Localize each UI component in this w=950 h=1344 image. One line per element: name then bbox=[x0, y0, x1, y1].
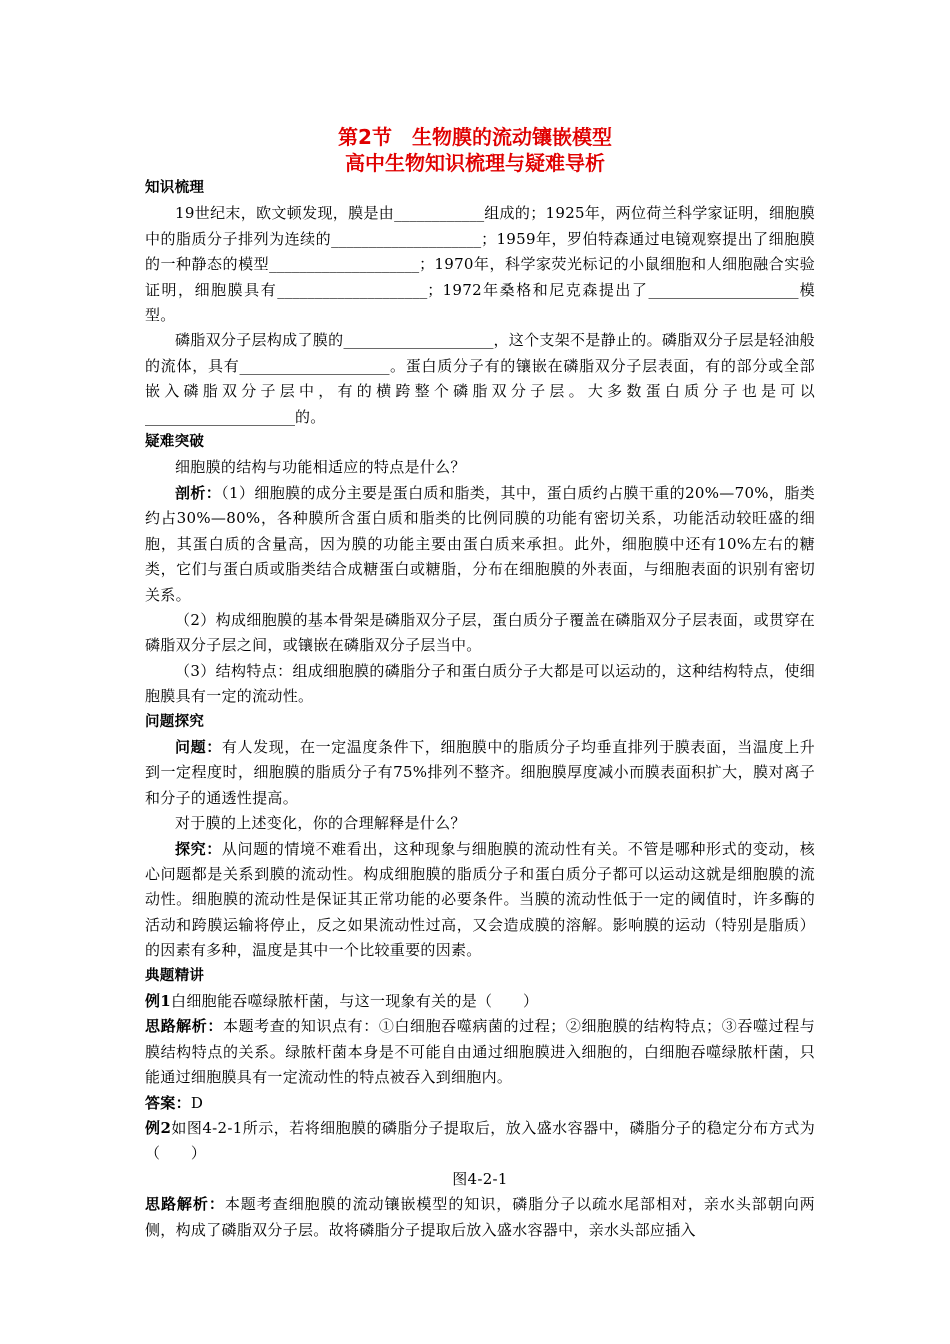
section-heading-difficulty: 疑难突破 bbox=[145, 434, 205, 451]
difficulty-analysis-2: （2）构成细胞膜的基本骨架是磷脂双分子层，蛋白质分子覆盖在磷脂双分子层表面，或贯穿在磷脂双分子层之间，或镶嵌在磷脂双分子层当中。 bbox=[145, 610, 815, 655]
fill-blank-8: ____________________ bbox=[145, 407, 295, 426]
fill-blank-1: ____________ bbox=[394, 204, 485, 223]
text-run: 组成的；1925年，两位荷兰科学家证明，细胞膜中的脂质分子排列为连续的 bbox=[145, 204, 815, 248]
answer-value: D bbox=[190, 1093, 204, 1112]
text-run: ；1970年，科学家荧光标记的小鼠细胞和人细胞融合实验证明，细胞膜具有 bbox=[145, 255, 815, 299]
text-run: 如图4-2-1所示，若将细胞膜的磷脂分子提取后，放入盛水容器中，磷脂分子的稳定分布方式为（ ） bbox=[145, 1119, 815, 1163]
page-title: 第2节 生物膜的流动镶嵌模型 bbox=[338, 125, 612, 149]
text-run: ；1959年，罗伯特森通过电镜观察提出了细胞膜的一种静态的模型 bbox=[145, 229, 816, 274]
section-heading-examples: 典题精讲 bbox=[145, 967, 205, 984]
inquiry-explanation bbox=[145, 837, 815, 964]
text-run: 本题考查的知识点有：①白细胞吞噬病菌的过程；②细胞膜的结构特点；③吞噬过程与膜结构特点的关系。绿脓杆菌本身是不可能自由通过细胞膜进入细胞的，白细胞吞噬绿脓杆菌，只能通过细胞膜具有一定流动性的特点被吞入到细胞内。 bbox=[145, 1017, 815, 1087]
example-1 bbox=[145, 989, 815, 1014]
analysis-label: 思路解析： bbox=[145, 1017, 223, 1036]
fill-blank-5: ____________________ bbox=[648, 280, 799, 299]
inquiry-question: 对于膜的上述变化，你的合理解释是什么？ bbox=[175, 814, 466, 833]
inquiry-problem bbox=[145, 735, 815, 811]
analysis-label: 思路解析： bbox=[145, 1195, 225, 1214]
text-run: 19世纪末，欧文顿发现，膜是由 bbox=[175, 204, 395, 223]
text-run: ；1972年桑格和尼克森提出了 bbox=[427, 280, 649, 299]
knowledge-paragraph-2 bbox=[145, 328, 815, 430]
text-run: 。蛋白质分子有的镶嵌在磷脂双分子层表面，有的部分或全部嵌入磷脂双分子层中，有的横跨整个磷脂双分子层。大多数蛋白质分子也是可以 bbox=[145, 356, 815, 401]
text-run: 白细胞能吞噬绿脓杆菌，与这一现象有关的是（ ） bbox=[171, 992, 539, 1010]
answer-label: 答案： bbox=[145, 1093, 191, 1112]
text-run: 的。 bbox=[295, 407, 326, 426]
example-2 bbox=[145, 1116, 815, 1167]
text-run: 模型。 bbox=[145, 280, 815, 325]
text-run: （1）细胞膜的成分主要是蛋白质和脂类，其中，蛋白质约占膜干重的20%—70%，脂类约占30%—80%，各种膜所含蛋白质和脂类的比例同膜的功能有密切关系，功能活动较旺盛的细胞，其蛋白质的含量高，因为膜的功能主要由蛋白质来承担。此外，细胞膜中还有10%左右的糖类，它们与蛋白质或脂类结合成糖蛋白或糖脂，分布在细胞膜的外表面，与细胞表面的识别有密切关系。 bbox=[145, 483, 815, 604]
example-1-label: 例1 bbox=[145, 992, 172, 1010]
text-run: 从问题的情境不难看出，这种现象与细胞膜的流动性有关。不管是哪种形式的变动，核心问题都是关系到膜的流动性。构成细胞膜的脂质分子和蛋白质分子都可以运动这就是细胞膜的流动性。细胞膜的流动性是保证其正常功能的必要条件。当膜的流动性低于一定的阈值时，许多酶的活动和跨膜运输将停止，反之如果流动性过高，又会造成膜的溶解。影响膜的运动（特别是脂质）的因素有多种，温度是其中一个比较重要的因素。 bbox=[145, 839, 815, 960]
difficulty-analysis-1 bbox=[145, 481, 815, 608]
explore-label: 探究： bbox=[175, 839, 222, 858]
section-heading-knowledge: 知识梳理 bbox=[145, 180, 205, 196]
fill-blank-3: ____________________ bbox=[269, 255, 420, 274]
text-run: 磷脂双分子层构成了膜的 bbox=[175, 331, 344, 350]
fill-blank-6: ____________________ bbox=[343, 331, 494, 350]
fill-blank-7: ____________________ bbox=[239, 356, 390, 375]
analysis-label: 剖析： bbox=[175, 483, 222, 502]
fill-blank-2: ____________________ bbox=[331, 229, 482, 248]
section-heading-inquiry: 问题探究 bbox=[145, 713, 205, 730]
difficulty-question: 细胞膜的结构与功能相适应的特点是什么？ bbox=[175, 458, 466, 477]
text-run: 本题考查细胞膜的流动镶嵌模型的知识，磷脂分子以疏水尾部相对，亲水头部朝向两侧，构成了磷脂双分子层。故将磷脂分子提取后放入盛水容器中，亲水头部应插入 bbox=[145, 1195, 815, 1239]
fill-blank-4: ____________________ bbox=[277, 280, 428, 299]
document-body bbox=[145, 176, 815, 1243]
page-subtitle: 高中生物知识梳理与疑难导析 bbox=[345, 151, 605, 175]
knowledge-paragraph-1 bbox=[145, 201, 815, 328]
text-run: 有人发现，在一定温度条件下，细胞膜中的脂质分子均垂直排列于膜表面，当温度上升到一定程度时，细胞膜的脂质分子有75%排列不整齐。细胞膜厚度减小而膜表面积扩大，膜对离子和分子的通透性提高。 bbox=[145, 737, 815, 807]
example-2-analysis bbox=[145, 1192, 815, 1243]
problem-label: 问题： bbox=[175, 737, 222, 756]
example-1-answer bbox=[145, 1091, 815, 1116]
example-1-analysis bbox=[145, 1014, 815, 1090]
figure-caption: 图4-2-1 bbox=[452, 1169, 508, 1188]
example-2-label: 例2 bbox=[145, 1119, 172, 1138]
text-run: ，这个支架不是静止的。磷脂双分子层是轻油般的流体，具有 bbox=[145, 331, 815, 375]
difficulty-analysis-3: （3）结构特点：组成细胞膜的磷脂分子和蛋白质分子大都是可以运动的，这种结构特点，使细胞膜具有一定的流动性。 bbox=[145, 661, 815, 706]
